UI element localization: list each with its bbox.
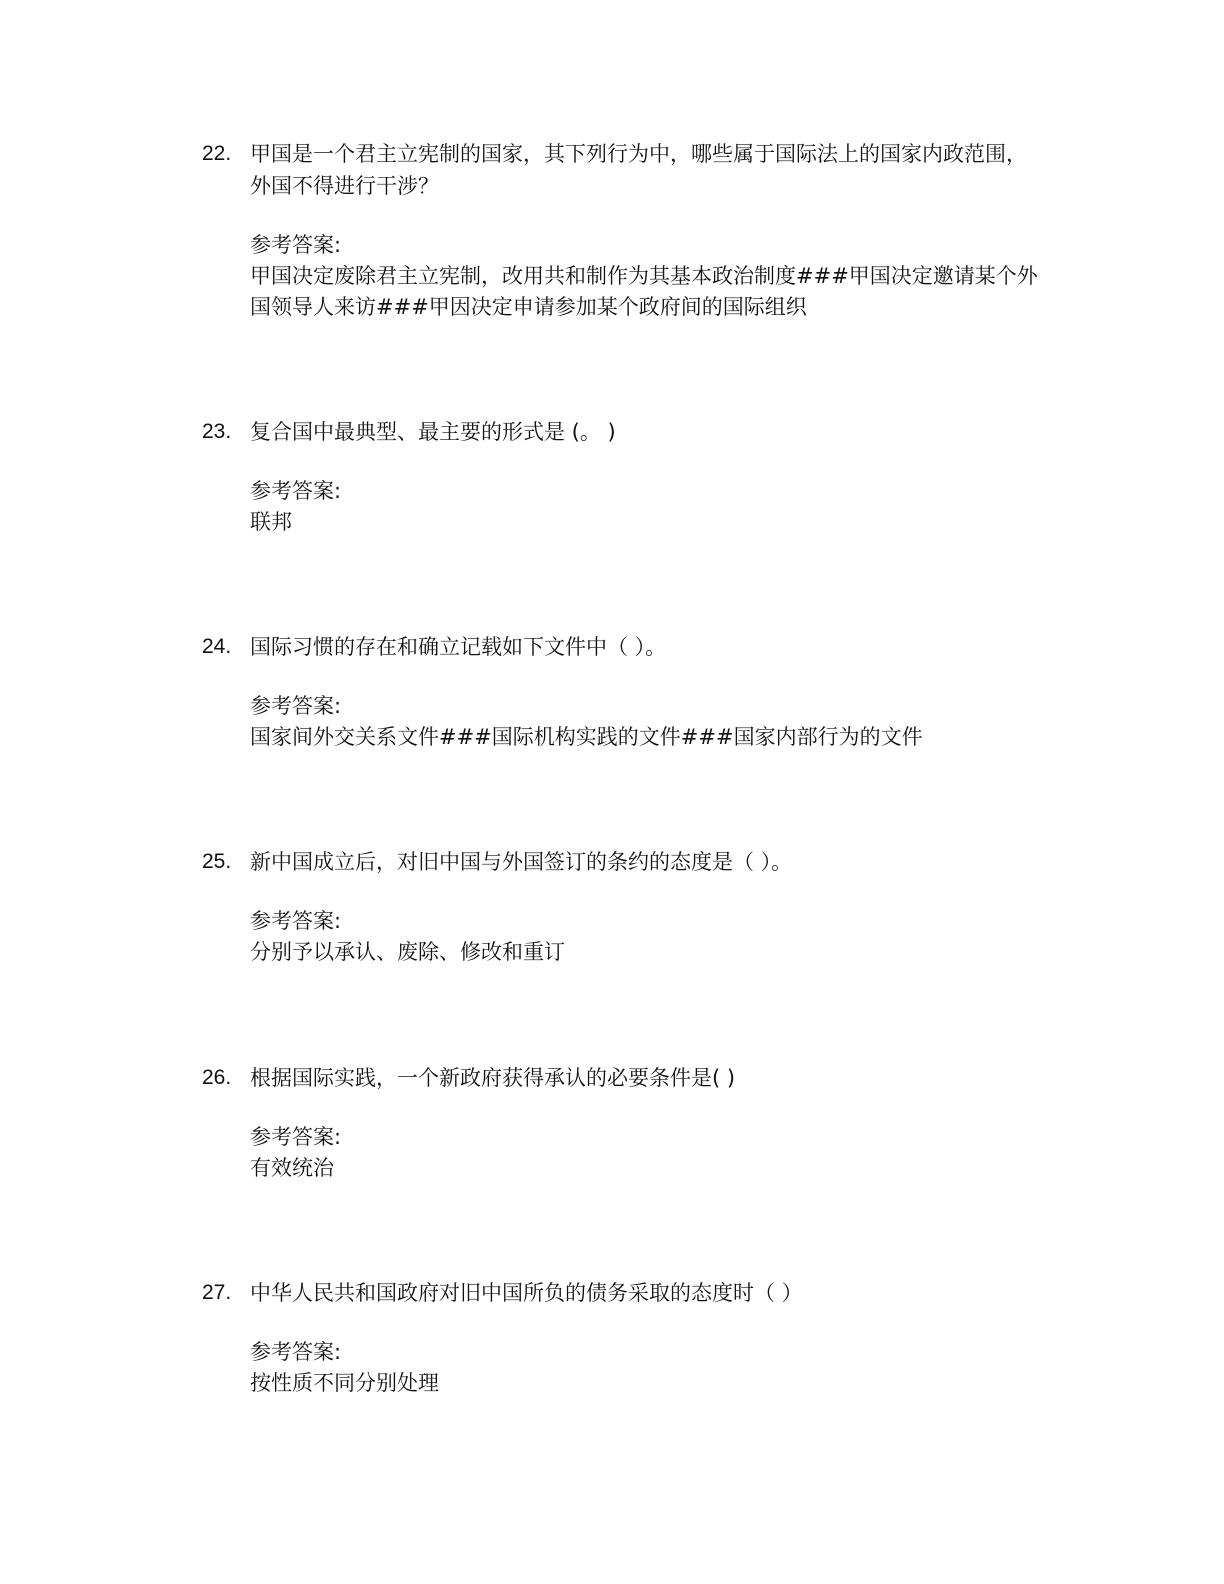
question-number: 24. xyxy=(202,635,232,658)
answer-text: 有效统治 xyxy=(250,1156,334,1180)
answer-text: 甲国决定废除君主立宪制，改用共和制作为其基本政治制度###甲国决定邀请某个外国领导人来访###甲因决定申请参加某个政府间的国际组织 xyxy=(250,264,1038,319)
answer-text: 按性质不同分别处理 xyxy=(250,1371,439,1395)
answer-block xyxy=(250,1122,1042,1184)
question-number: 25. xyxy=(202,850,232,873)
answer-label: 参考答案: xyxy=(250,694,342,718)
question-row xyxy=(202,1062,1042,1094)
question-number: 23. xyxy=(202,420,232,443)
question-row xyxy=(202,631,1042,663)
answer-label: 参考答案: xyxy=(250,233,342,257)
question-number: 22. xyxy=(202,142,232,165)
question-text: 甲国是一个君主立宪制的国家，其下列行为中，哪些属于国际法上的国家内政范围，外国不得进行干涉？ xyxy=(250,142,1027,198)
question-24 xyxy=(202,631,1042,753)
question-26 xyxy=(202,1062,1042,1184)
question-row xyxy=(202,846,1042,878)
answer-text: 国家间外交关系文件###国际机构实践的文件###国家内部行为的文件 xyxy=(250,725,923,749)
answer-label: 参考答案: xyxy=(250,479,342,503)
answer-block xyxy=(250,476,1042,538)
answer-label: 参考答案: xyxy=(250,1125,342,1149)
question-text: 新中国成立后，对旧中国与外国签订的条约的态度是（ ）。 xyxy=(250,850,793,874)
question-25 xyxy=(202,846,1042,968)
answer-block xyxy=(250,1337,1042,1399)
question-row xyxy=(202,138,1042,202)
answer-label: 参考答案: xyxy=(250,909,342,933)
answer-block xyxy=(250,906,1042,968)
question-text: 根据国际实践，一个新政府获得承认的必要条件是( ) xyxy=(250,1066,736,1090)
question-text: 国际习惯的存在和确立记载如下文件中（ ）。 xyxy=(250,635,667,659)
answer-block xyxy=(250,230,1042,323)
question-27 xyxy=(202,1277,1042,1399)
question-number: 26. xyxy=(202,1066,232,1089)
answer-text: 分别予以承认、废除、修改和重订 xyxy=(250,940,565,964)
answer-block xyxy=(250,691,1042,753)
question-text: 中华人民共和国政府对旧中国所负的债务采取的态度时（ ） xyxy=(250,1281,803,1305)
answer-text: 联邦 xyxy=(250,510,292,534)
question-23 xyxy=(202,416,1042,538)
question-row xyxy=(202,416,1042,448)
question-row xyxy=(202,1277,1042,1309)
question-text: 复合国中最典型、最主要的形式是 (。 ) xyxy=(250,420,616,444)
question-22 xyxy=(202,138,1042,323)
question-number: 27. xyxy=(202,1281,232,1304)
answer-label: 参考答案: xyxy=(250,1340,342,1364)
